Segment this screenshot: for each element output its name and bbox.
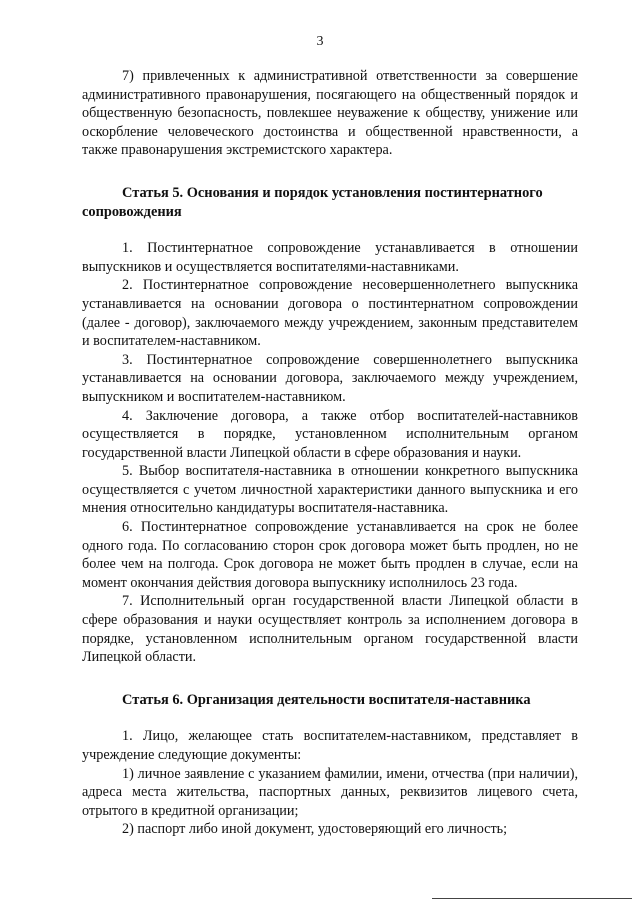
footer-rule <box>432 898 632 899</box>
paragraph-item-7: 7) привлеченных к административной ответственности за совершение административного правонарушения, посягающего на общественный порядок и общественную безопасность, повлекшее неуважение к обществу, унижение или оскорбление человеческого достоинства и общественной нравственности, а также правонарушения экстремистского характера. <box>82 68 578 159</box>
article-6-paragraph: 1) личное заявление с указанием фамилии, имени, отчества (при наличии), адреса места жительства, паспортных данных, реквизитов лицевого счета, отрытого в кредитной организации; <box>82 765 578 819</box>
page-number: 3 <box>316 34 324 49</box>
article-6-heading: Статья 6. Организация деятельности воспитателя-наставника <box>122 691 531 708</box>
article-5-paragraph: 4. Заключение договора, а также отбор воспитателей-наставников осуществляется в порядке, установленном исполнительным органом государственной власти Липецкой области в сфере образования и науки. <box>82 407 578 461</box>
article-5-paragraph: 6. Постинтернатное сопровождение устанавливается на срок не более одного года. По согласованию сторон срок договора может быть продлен, но не более чем на полгода. Срок договора не может быть продлен в случае, если на момент окончания действия договора выпускнику исполнилось 23 года. <box>82 519 578 591</box>
document-body <box>82 67 578 839</box>
article-5-paragraph: 1. Постинтернатное сопровождение устанавливается в отношении выпускников и осуществляется воспитателями-наставниками. <box>82 240 578 275</box>
article-5-paragraph: 7. Исполнительный орган государственной власти Липецкой области в сфере образования и науки осуществляет контроль за исполнением договора в порядке, установленном исполнительным органом государственной власти Липецкой области. <box>82 593 578 666</box>
article-5-paragraph: 5. Выбор воспитателя-наставника в отношении конкретного выпускника осуществляется с учетом личностной характеристики данного выпускника и его мнения относительно кандидатуры воспитателя-наставника. <box>82 463 578 517</box>
article-5-heading: Статья 5. Основания и порядок установления постинтернатного сопровождения <box>82 184 543 220</box>
article-6-paragraph: 1. Лицо, желающее стать воспитателем-наставником, представляет в учреждение следующие документы: <box>82 728 578 763</box>
article-6-paragraph: 2) паспорт либо иной документ, удостоверяющий его личность; <box>122 821 508 838</box>
article-5-paragraph: 2. Постинтернатное сопровождение несовершеннолетнего выпускника устанавливается на основании договора о постинтернатном сопровождении (далее - договор), заключаемого между учреждением, законным представителем и воспитателем-наставником. <box>82 277 578 350</box>
article-5-paragraph: 3. Постинтернатное сопровождение совершеннолетнего выпускника устанавливается на основании договора, заключаемого между учреждением, выпускником и воспитателем-наставником. <box>82 351 578 405</box>
